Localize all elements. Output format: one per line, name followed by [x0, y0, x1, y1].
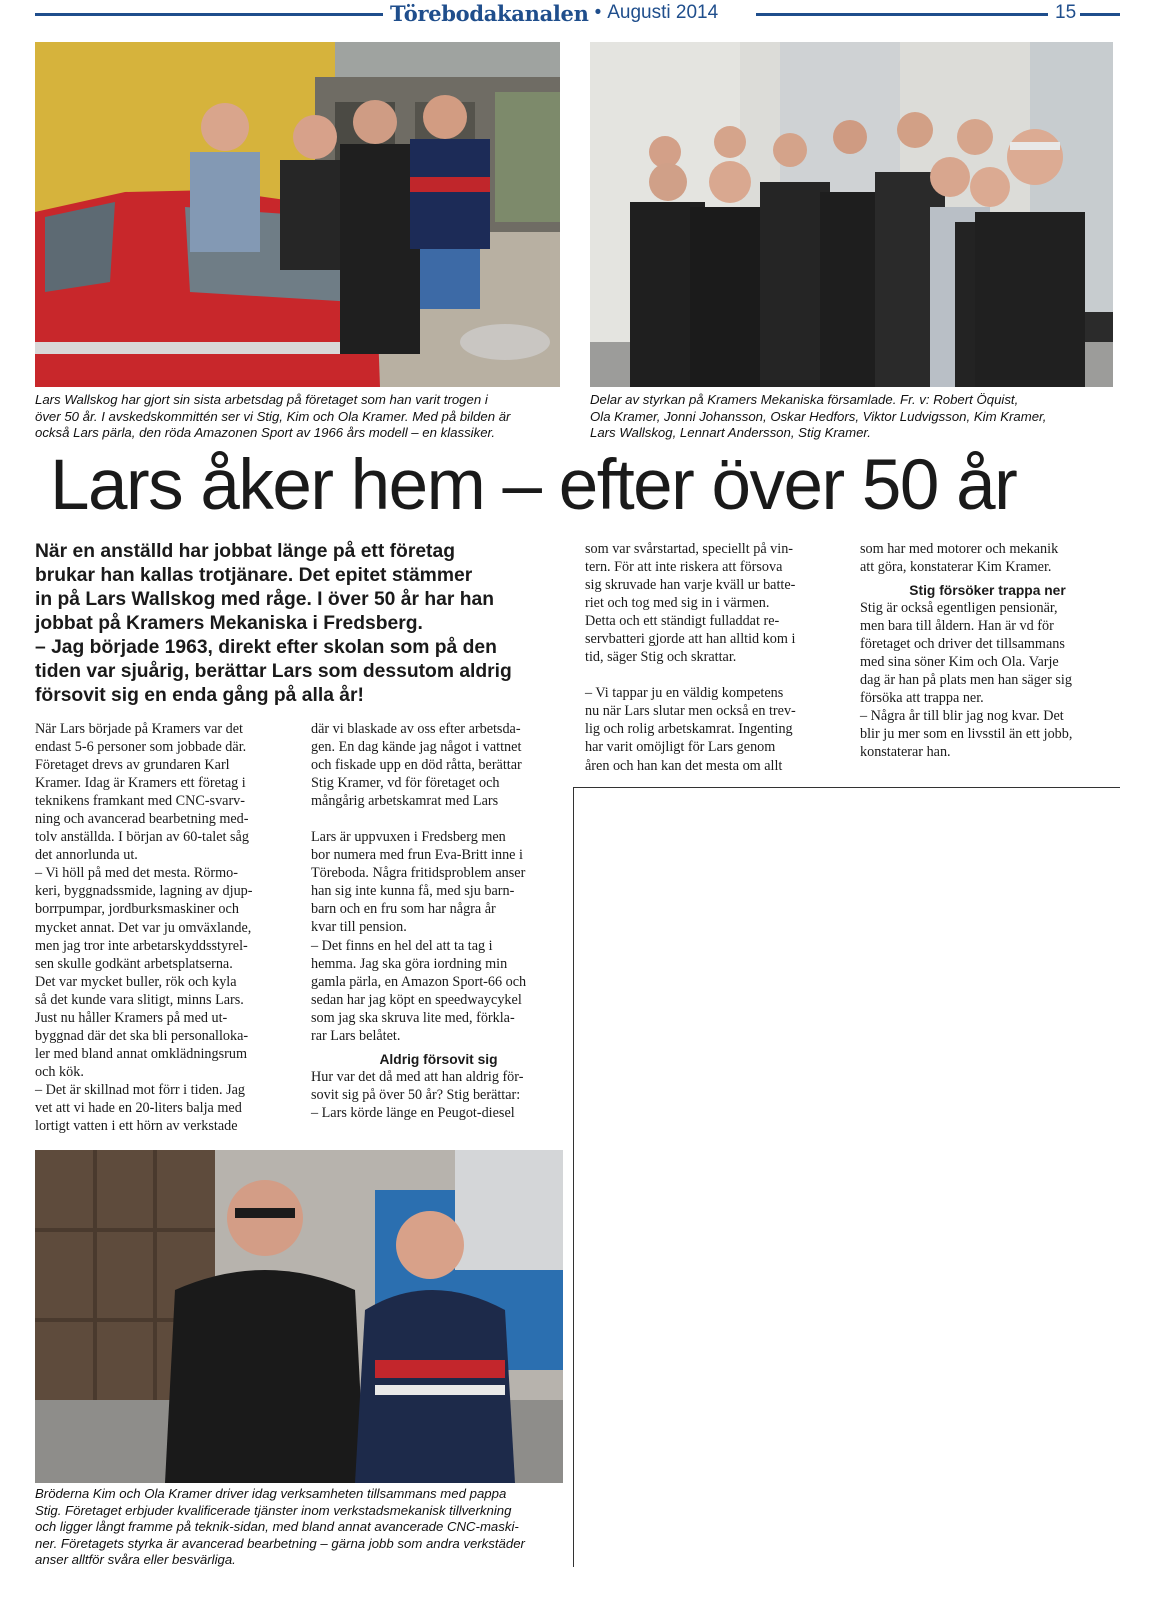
article-column-3: som var svårstartad, speciellt på vin- tern. För att inte riskera att försova sig skruvade han varje kväll ur batte- riet och tog med sig in i värmen. Detta och ett ständigt fulladdat re- servbatteri gjorde att han alltid kom i tid, säger Stig och skrattar. – Vi tappar ju en väldig kompetens nu när Lars slutar men också en trev- lig och rolig arbetskamrat. Ingenting har varit omöjligt för Lars genom åren och han kan det mesta om allt [585, 541, 796, 774]
page-number: 15 [1055, 2, 1077, 23]
header-rule-left [35, 13, 383, 16]
caption-brothers: Bröderna Kim och Ola Kramer driver idag verksamheten tillsammans med pappa Stig. Företaget erbjuder kvalificerade tjänster inom verkstadsmekanisk tillverkning och ligger långt framme på teknik-sidan, med bland annat avancerade CNC-maski- ner. Företagets styrka är avancerad bearbetning – gärna jobb som andra verkstäder anser alltför svåra eller besvärliga. [35, 1486, 525, 1567]
caption-red-car: Lars Wallskog har gjort sin sista arbetsdag på företaget som han varit trogen i över 50 år. I avskedskommittén ser vi Stig, Kim och Ola Kramer. Med på bilden är också Lars pärla, den röda Amazonen Sport av 1966 års modell – en klassiker. [35, 392, 511, 440]
column-divider-vertical [573, 787, 574, 1567]
photo-workshop-staff [590, 42, 1113, 387]
header-rule-right [756, 13, 1048, 16]
article-ingress: När en anställd har jobbat länge på ett företag brukar han kallas trotjänare. Det epitet stämmer in på Lars Wallskog med råge. I över 50 år har han jobbat på Kramers Mekaniska i Fredsberg. – Jag började 1963, direkt efter skolan som på den tiden var sjuårig, berättar Lars som dessutom aldrig försovit sig en enda gång på alla år! [35, 541, 512, 706]
column-divider-horizontal [573, 787, 1120, 788]
subheading-aldrig-forsovit: Aldrig försovit sig [379, 1051, 498, 1067]
publication-name: Törebodakanalen [390, 0, 589, 26]
header-separator: • [594, 2, 602, 23]
subheading-stig-trappa-ner: Stig försöker trappa ner [909, 583, 1066, 599]
article-column-4: som har med motorer och mekanik att göra, konstaterar Kim Kramer. Stig försöker trappa ner Stig är också egentligen pensionär, men bara till åldern. Han är vd för företaget och driver det tillsammans med sina söner Kim och Ola. Varje dag är han på plats men han säger sig försöka att trappa ner. – Några år till blir jag nog kvar. Det blir ju mer som en livsstil än ett jobb, konstaterar han. [860, 540, 1115, 762]
header-rule-end [1080, 13, 1120, 16]
photo-brothers-kramer [35, 1150, 563, 1483]
article-column-2: där vi blaskade av oss efter arbetsda- gen. En dag kände jag något i vattnet och fiskade upp en död råtta, berättar Stig Kramer, vd för företaget och mångårig arbetskamrat med Lars Lars är uppvuxen i Fredsberg men bor numera med frun Eva-Britt inne i Töreboda. Några fritidsproblem anser han sig inte kunna få, med sju barn- barn och en fru som har några år kvar till pension. – Det finns en hel del att ta tag i hemma. Jag ska göra iordning min gamla pärla, en Amazon Sport-66 och sedan har jag köpt en speedwaycykel som jag ska skruva lite med, förkla- rar Lars belåtet. Aldrig försovit sig Hur var det då med att han aldrig för- sovit sig på över 50 år? Stig berättar: – Lars körde länge en Peugot-diesel [311, 720, 566, 1122]
issue-date: Augusti 2014 [607, 2, 719, 23]
caption-workshop-staff: Delar av styrkan på Kramers Mekaniska församlade. Fr. v: Robert Öquist, Ola Kramer, Jonni Johansson, Oskar Hedfors, Viktor Ludvigsson, Kim Kramer, Lars Wallskog, Lennart Andersson, Stig Kramer. [590, 392, 1047, 440]
masthead [390, 0, 718, 26]
article-headline: Lars åker hem – efter över 50 år [50, 446, 1017, 525]
article-column-1: När Lars började på Kramers var det endast 5-6 personer som jobbade där. Företaget drevs av grundaren Karl Kramer. Idag är Kramers ett företag i teknikens framkant med CNC-svarv- ning och avancerad bearbetning med- tolv anställda. I början av 60-talet såg det annorlunda ut. – Vi höll på med det mesta. Rörmo- keri, byggnadssmide, lagning av djup- borrpumpar, jordburksmaskiner och mycket annat. Det var ju omväxlande, men jag tror inte arbetarskyddsstyrel- sen skulle godkänt arbetsplatserna. Det var mycket buller, rök och kyla så det kunde vara slitigt, minns Lars. Just nu håller Kramers på med ut- byggnad där det ska bli personallokа- ler med bland annat omklädningsrum och kök. – Det är skillnad mot förr i tiden. Jag vet att vi hade en 20-liters balja med lortigt vatten i ett hörn av verkstade [35, 721, 253, 1135]
photo-red-car-farewell [35, 42, 560, 387]
